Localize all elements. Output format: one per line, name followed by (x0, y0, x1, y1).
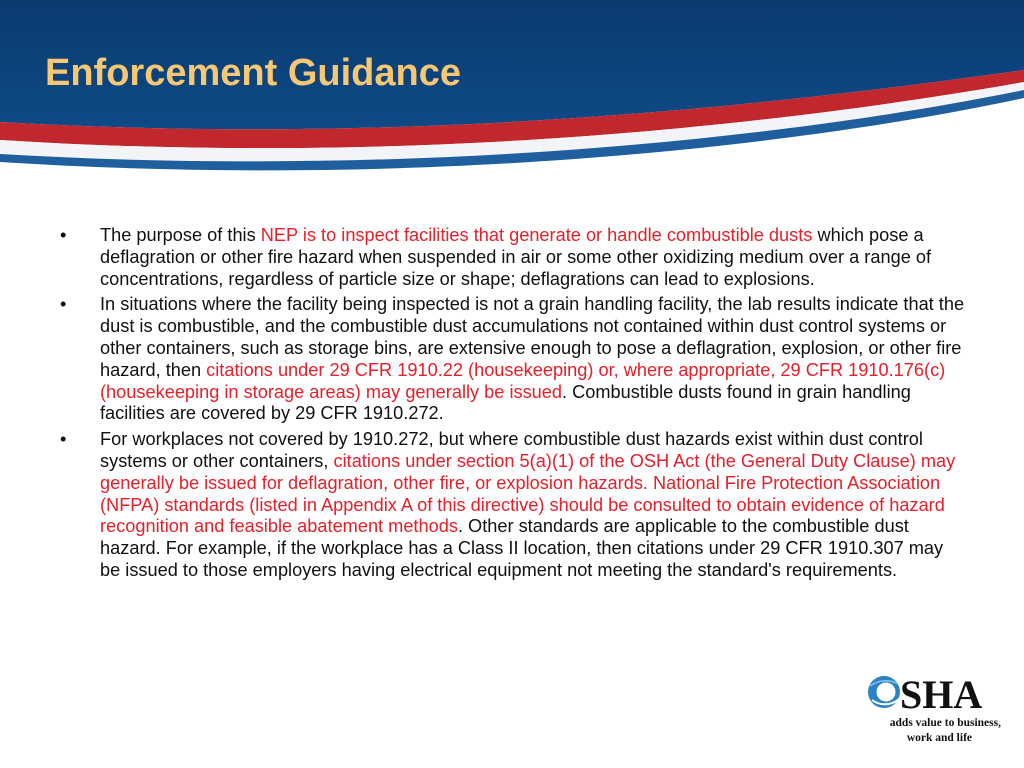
header-banner (0, 0, 1024, 200)
highlighted-text-segment: citations under 29 CFR 1910.22 (housekeeping) or, where appropriate, 29 CFR 1910.176(c) (housekeeping in storage areas) may generally be issued (100, 359, 946, 402)
bullet-list (60, 225, 965, 586)
bullet-text-segment: In situations where the facility being inspected is not a grain handling facility, the lab results indicate that the dust is combustible, and the combustible dust accumulations not contained within dust control systems or other containers, such as storage bins, are extensive enough to pose a deflagration, explosion, or other fire hazard, then (100, 294, 965, 380)
bullet-text-segment: . Other standards are applicable to the combustible dust hazard. For example, if the workplace has a Class II location, then citations under 29 CFR 1910.307 may be issued to those employers having electrical equipment not meeting the standard's requirements. (100, 516, 944, 580)
bullet-marker: • (60, 429, 67, 450)
highlighted-text-segment: NEP is to inspect facilities that generate or handle combustible dusts (260, 225, 813, 245)
logo-wordmark: SHA (900, 672, 983, 717)
bullet-item (60, 429, 965, 582)
bullet-text-segment: which pose a deflagration or other fire hazard when suspended in air or some other oxidizing medium over a range of concentrations, regardless of particle size or shape; deflagrations can lead to explosions. (100, 225, 932, 289)
highlighted-text-segment: citations under section 5(a)(1) of the OSH Act (the General Duty Clause) may generally be issued for deflagration, other fire, or explosion hazards. National Fire Protection Association (NFPA) standards (listed in Appendix A of this directive) should be consulted to obtain evidence of hazard recognition and feasible abatement methods (100, 450, 956, 537)
bullet-text-segment: For workplaces not covered by 1910.272, but where combustible dust hazards exist within dust control systems or other containers, (100, 429, 923, 471)
slide-title: Enforcement Guidance (45, 52, 461, 94)
logo-tagline-line2: work and life (906, 732, 972, 744)
logo-tagline-line1: adds value to business, (889, 717, 1001, 729)
bullet-marker: • (60, 225, 67, 245)
bullet-item (60, 225, 965, 290)
bullet-marker: • (60, 294, 67, 315)
bullet-text-segment: The purpose of this (100, 225, 261, 245)
osha-logo (864, 670, 1004, 760)
bullet-text-segment: . Combustible dusts found in grain handling facilities are covered by 29 CFR 1910.272. (100, 381, 911, 424)
bullet-item (60, 294, 965, 425)
osha-globe-icon (868, 676, 900, 708)
